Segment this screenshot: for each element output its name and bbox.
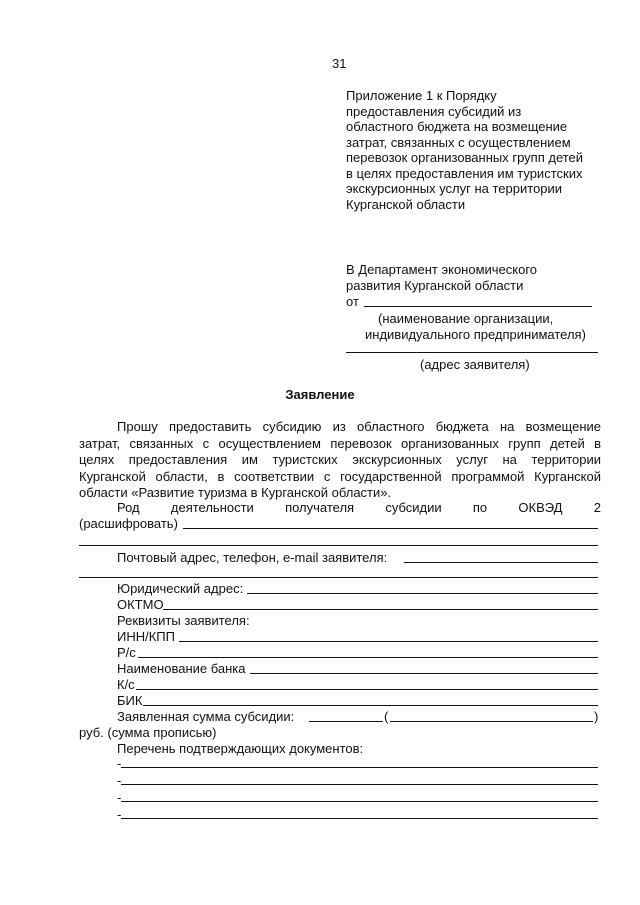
okved-word: ОКВЭД	[518, 500, 563, 515]
okved-word: деятельности	[170, 500, 254, 515]
postal-extra-line[interactable]	[79, 577, 598, 578]
okved-decode-line[interactable]	[183, 528, 598, 529]
doc-dash: -	[117, 807, 122, 822]
addressee-line-1: В Департамент экономического	[346, 262, 538, 277]
rs-label: Р/с	[117, 645, 136, 660]
open-paren: (	[384, 709, 389, 724]
paragraph-line: области «Развитие туризма в Курганской области».	[79, 485, 392, 500]
okved-word: субсидии	[385, 500, 442, 515]
appendix-line: в целях предоставления им туристских	[346, 165, 583, 181]
address-hint: (адрес заявителя)	[420, 357, 530, 372]
org-hint-2: индивидуального предпринимателя)	[365, 327, 586, 342]
legal-address-label: Юридический адрес:	[117, 581, 244, 596]
doc-line[interactable]	[121, 801, 598, 802]
paragraph-line: затрат, связанных с осуществлением перевозок организованных групп детей в	[79, 435, 601, 451]
doc-dash: -	[117, 790, 122, 805]
request-paragraph	[79, 419, 601, 502]
inn-kpp-label: ИНН/КПП	[117, 629, 175, 644]
appendix-line: Курганской области	[346, 196, 466, 212]
inn-kpp-line[interactable]	[179, 641, 598, 642]
appendix-line: Приложение 1 к Порядку	[346, 88, 497, 103]
okved-decode-label: (расшифровать)	[79, 516, 178, 531]
bik-label: БИК	[117, 693, 143, 708]
appendix-line: областного бюджета на возмещение	[346, 119, 568, 134]
paragraph-line: Курганской области, в соответствии с государственной программой Курганской	[79, 468, 601, 484]
bank-name-label: Наименование банка	[117, 661, 246, 676]
okved-word: по	[472, 500, 488, 515]
org-hint-1: (наименование организации,	[378, 311, 554, 326]
postal-label: Почтовый адрес, телефон, e-mail заявителя:	[117, 550, 388, 565]
bik-line[interactable]	[143, 705, 598, 706]
documents-label: Перечень подтверждающих документов:	[117, 741, 364, 756]
ks-line[interactable]	[136, 689, 598, 690]
doc-dash: -	[117, 756, 122, 771]
rs-line[interactable]	[138, 657, 598, 658]
appendix-line: перевозок организованных групп детей	[346, 150, 584, 165]
addressee-line-2: развития Курганской области	[346, 278, 524, 293]
okved-row	[117, 500, 601, 515]
appendix-line: затрат, связанных с осуществлением	[346, 134, 571, 150]
subsidy-words-line[interactable]	[390, 721, 593, 722]
ks-label: К/с	[117, 677, 135, 692]
oktmo-line[interactable]	[163, 609, 598, 610]
from-label: от	[346, 294, 359, 309]
okved-word: получателя	[285, 500, 355, 515]
appendix-line: экскурсионных услуг на территории	[346, 181, 563, 196]
requisites-label: Реквизиты заявителя:	[117, 613, 250, 628]
oktmo-label: ОКТМО	[117, 597, 164, 612]
page-number: 31	[332, 56, 347, 71]
paragraph-line: Прошу предоставить субсидию из областного бюджета на возмещение	[117, 419, 601, 434]
doc-dash: -	[117, 773, 122, 788]
from-org-line[interactable]	[364, 306, 592, 307]
paragraph-line: целях предоставления им туристских экскурсионных услуг на территории	[79, 452, 601, 467]
appendix-line: предоставления субсидий из	[346, 103, 522, 119]
document-title: Заявление	[285, 387, 355, 402]
close-paren: )	[594, 709, 599, 724]
bank-name-line[interactable]	[250, 673, 598, 674]
okved-extra-line[interactable]	[79, 545, 598, 546]
appendix-note	[346, 88, 616, 212]
postal-line[interactable]	[404, 562, 598, 563]
okved-word: 2	[593, 500, 601, 515]
okved-word: Род	[117, 500, 140, 515]
doc-line[interactable]	[121, 818, 598, 819]
subsidy-amount-line[interactable]	[309, 721, 383, 722]
address-line[interactable]	[346, 352, 598, 353]
doc-line[interactable]	[121, 784, 598, 785]
legal-address-line[interactable]	[247, 593, 598, 594]
doc-line[interactable]	[121, 767, 598, 768]
subsidy-amount-label: Заявленная сумма субсидии:	[117, 709, 295, 724]
rub-words-label: руб. (сумма прописью)	[79, 725, 217, 740]
